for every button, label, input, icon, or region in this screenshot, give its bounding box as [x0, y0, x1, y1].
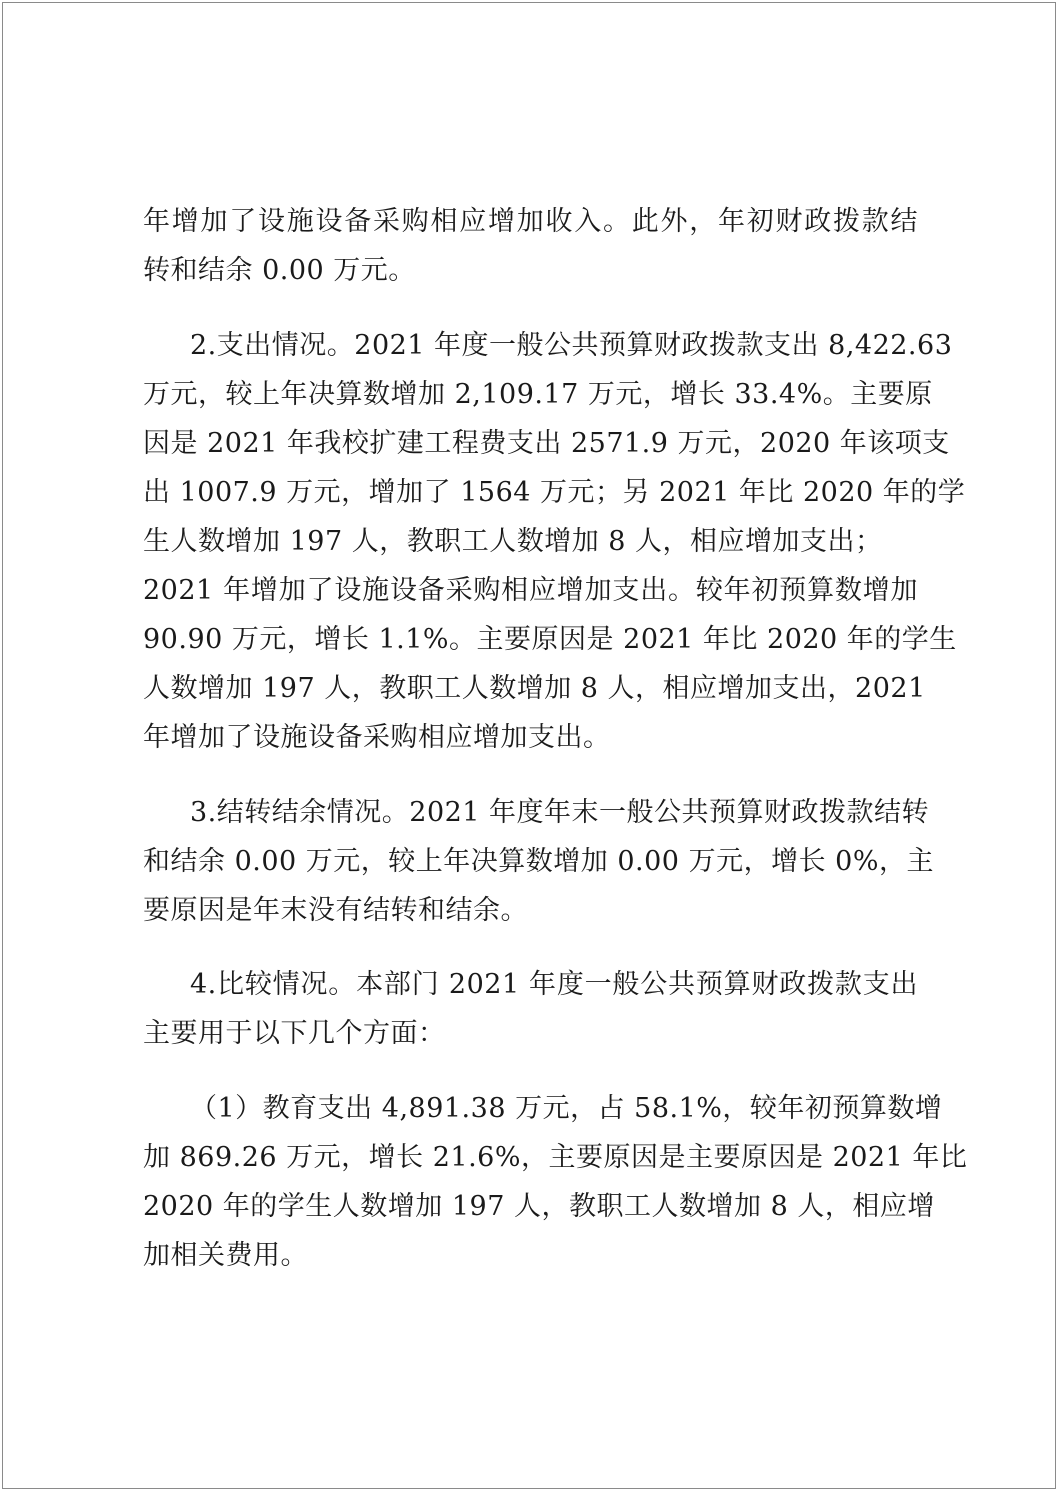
text-line: 和结余 0.00 万元，较上年决算数增加 0.00 万元，增长 0%，主: [143, 846, 934, 877]
text-line: 2020 年的学生人数增加 197 人，教职工人数增加 8 人，相应增: [143, 1191, 935, 1222]
text-line: 要原因是年末没有结转和结余。: [143, 895, 528, 926]
text-line: 4.比较情况。本部门 2021 年度一般公共预算财政拨款支出: [190, 969, 918, 1000]
text-line: 90.90 万元，增长 1.1%。主要原因是 2021 年比 2020 年的学生: [143, 624, 957, 655]
text-line: 年增加了设施设备采购相应增加支出。: [143, 722, 611, 753]
text-line: 加相关费用。: [143, 1240, 308, 1271]
text-line: 万元，较上年决算数增加 2,109.17 万元，增长 33.4%。主要原: [143, 379, 933, 410]
text-line: 人数增加 197 人，教职工人数增加 8 人，相应增加支出，2021: [143, 673, 926, 704]
text-line: 年增加了设施设备采购相应增加收入。此外，年初财政拨款结: [143, 206, 918, 237]
text-line: 转和结余 0.00 万元。: [143, 255, 416, 286]
text-line: （1）教育支出 4,891.38 万元，占 58.1%，较年初预算数增: [190, 1093, 943, 1124]
paragraph-balance: [143, 788, 934, 935]
text-line: 加 869.26 万元，增长 21.6%，主要原因是主要原因是 2021 年比: [143, 1142, 968, 1173]
text-line: 因是 2021 年我校扩建工程费支出 2571.9 万元，2020 年该项支: [143, 428, 950, 459]
text-line: 主要用于以下几个方面：: [143, 1018, 446, 1049]
text-line: 2.支出情况。2021 年度一般公共预算财政拨款支出 8,422.63: [190, 330, 953, 361]
text-line: 3.结转结余情况。2021 年度年末一般公共预算财政拨款结转: [190, 797, 930, 828]
text-line: 出 1007.9 万元，增加了 1564 万元；另 2021 年比 2020 年的学: [143, 477, 966, 508]
text-line: 生人数增加 197 人，教职工人数增加 8 人，相应增加支出；: [143, 526, 883, 557]
paragraph-education: [143, 1084, 968, 1280]
paragraph-carryover-continued: [143, 197, 918, 295]
text-line: 2021 年增加了设施设备采购相应增加支出。较年初预算数增加: [143, 575, 918, 606]
paragraph-comparison: [143, 960, 918, 1058]
paragraph-expenditure: [143, 321, 966, 762]
